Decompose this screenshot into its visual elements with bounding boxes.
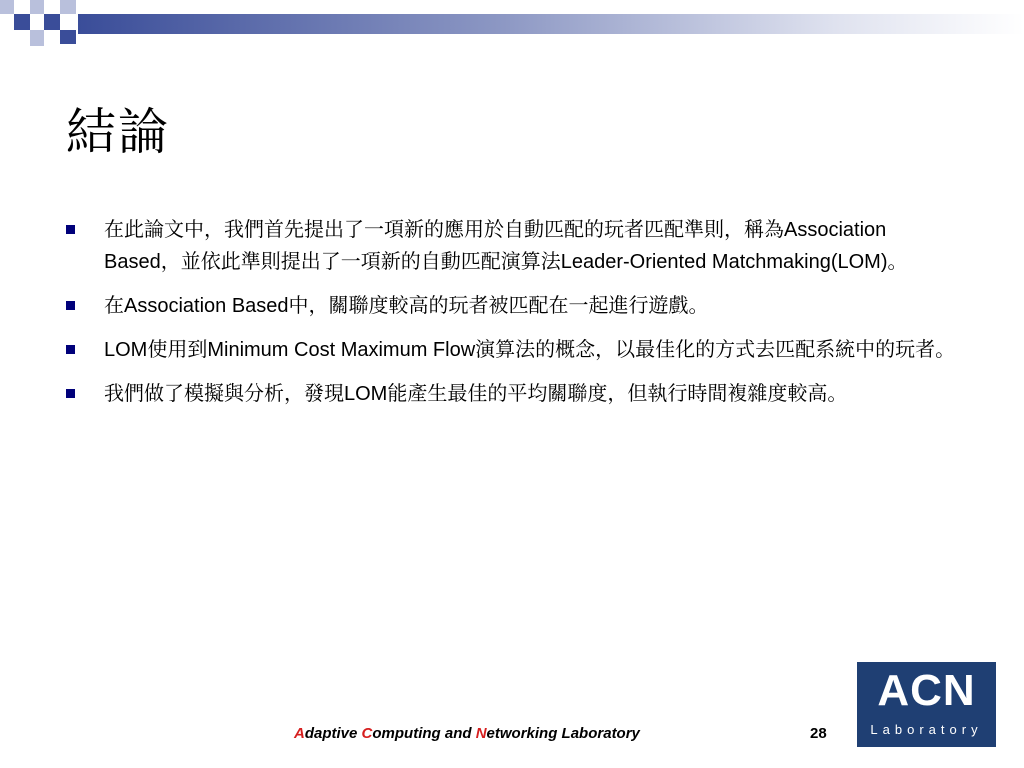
header-square	[30, 0, 44, 14]
header-gradient-band	[78, 14, 1024, 34]
bullet-text: LOM使用到Minimum Cost Maximum Flow演算法的概念，以最佳化的方式去匹配系統中的玩者。	[104, 339, 956, 361]
header-square	[0, 0, 14, 14]
header-square	[14, 14, 30, 30]
square-bullet-icon	[66, 225, 75, 234]
header-square	[44, 14, 60, 30]
footer-lab-name	[294, 725, 640, 742]
footer-word: etworking Laboratory	[486, 725, 640, 742]
footer-initial: C	[361, 725, 373, 742]
logo-lab-text: Laboratory	[870, 722, 983, 737]
bullet-text: 在此論文中，我們首先提出了一項新的應用於自動匹配的玩者匹配準則，稱為Association Based，並依此準則提出了一項新的自動匹配演算法Leader-Oriented Matchmaking(LOM)。	[104, 219, 908, 273]
footer-word: daptive	[304, 725, 362, 742]
logo-acn-text: ACN	[877, 666, 976, 715]
header-square	[60, 0, 76, 14]
bullet-item	[66, 214, 966, 278]
square-bullet-icon	[66, 301, 75, 310]
page-number: 28	[810, 725, 827, 742]
square-bullet-icon	[66, 389, 75, 398]
square-bullet-icon	[66, 345, 75, 354]
bullet-text: 我們做了模擬與分析，發現LOM能產生最佳的平均關聯度，但執行時間複雜度較高。	[104, 383, 848, 405]
footer-initial: A	[294, 725, 305, 742]
bullet-item	[66, 378, 966, 410]
bullet-text: 在Association Based中，關聯度較高的玩者被匹配在一起進行遊戲。	[104, 295, 709, 317]
header-square	[60, 30, 76, 44]
footer-initial: N	[475, 725, 487, 742]
header-square	[30, 30, 44, 46]
bullet-item	[66, 290, 966, 322]
slide-title: 結論	[66, 103, 170, 161]
acn-logo	[857, 662, 996, 747]
bullet-item	[66, 334, 966, 366]
footer-word: omputing and	[372, 725, 476, 742]
bullet-list	[66, 214, 966, 422]
